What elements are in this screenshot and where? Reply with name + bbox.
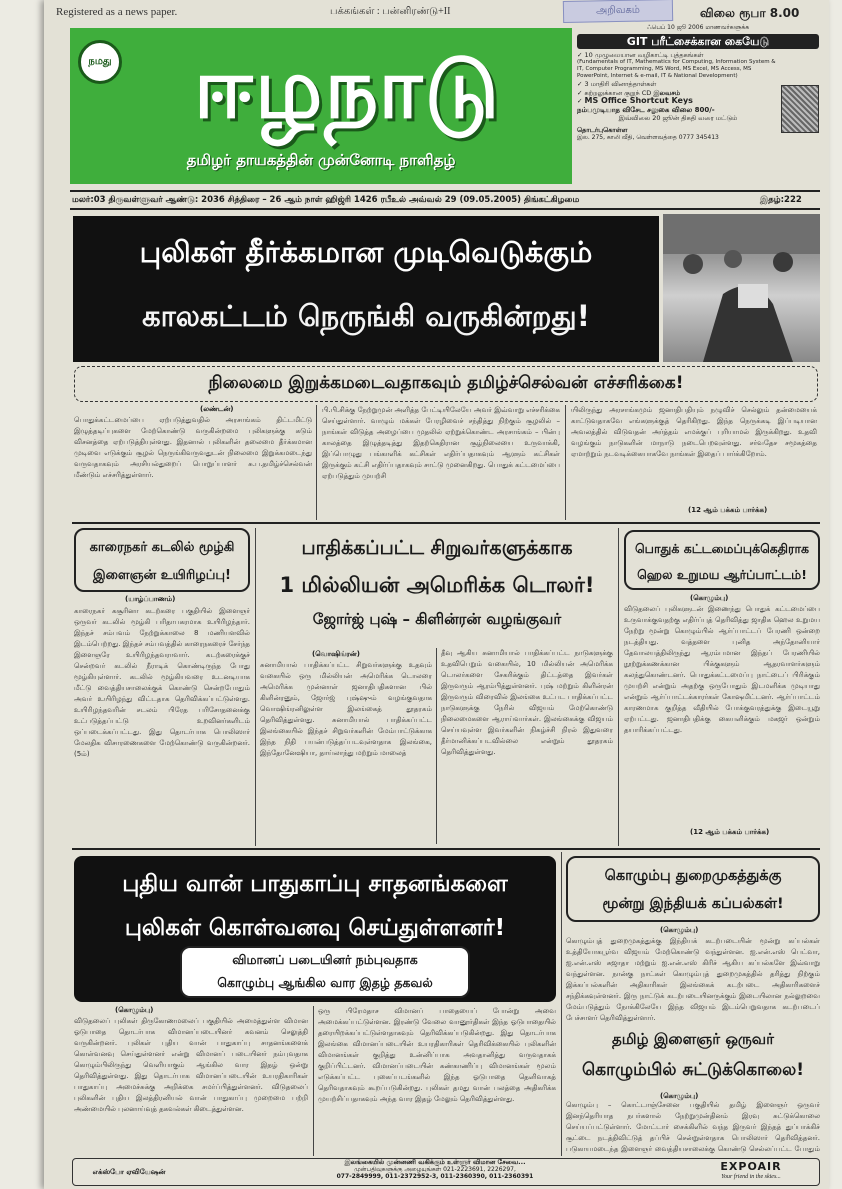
ships-headline-line1: கொழும்பு துறைமுகத்துக்கு xyxy=(604,868,782,884)
git-contact-head: தொடர்புகொள்ள xyxy=(577,125,628,134)
column-divider xyxy=(618,528,619,846)
lead-dateline: (லண்டன்) xyxy=(200,405,234,413)
expo-line3: 077-2849999, 011-2372952-3, 011-2360390, 011-2360391 xyxy=(336,1173,534,1180)
dateline-rule xyxy=(70,208,820,210)
air-defence-column-2: ஒரு பிரேமதாச விமானப் பாதையைப் போன்று அவை அமைக்கப்பட்டுள்ளன. இரண்டு வேலை வானூர்திகள் இந்த ஓடுபாதையில் தரையிறக்கப்பட்டுள்ளதாகவும் தெரிவிக்கப்படுகின்றது. இது தொடர்பாக இலங்கை விமானப்படையின் உயரதிகாரிகள் தெரிவிக்கையில் புலிகளின் விமானங்கள் குறித்து உன்னிப்பாக அவதானித்து வருவதாகக் குறிப்பிட்டனர். விமானப்படையின் கண்காணிப்பு விமானங்கள் மூலம் எடுக்கப்பட்ட புகைப்படங்களில் இந்த ஓடுபாதை தெளிவாகத் தெரிவதாகவும் கூறப்படுகின்றது. புலிகள் தமது வான் பலத்தை அதிகரிக்க முயற்சிப்பதாகவும் அந்த வார இதழ் மேலும் தெரிவித்துள்ளது. xyxy=(318,1007,556,1103)
air-defence-column-1: விடுதலைப் புலிகள் திருகோணமலைப் பகுதியில் அமைத்துள்ள விமான ஓடுபாதை தொடர்பாக விமானப்படையினர் கவனம் செலுத்தி வருகின்றனர். புலிகள் புதிய வான் பாதுகாப்பு சாதனங்களைக் கொள்வனவு செய்துள்ளனர் என்று விமானப் படையினர் நம்புவதாக கொழும்பிலிருந்து வெளியாகும் ஆங்கில வார இதழ் ஒன்று தெரிவித்துள்ளது. இது தொடர்பாக விமானப்படையின் உயரதிகாரிகள் பாதுகாப்பு அமைச்சுக்கு அறிக்கை சமர்ப்பித்துள்ளனர். விடுதலைப் புலிகளின் புதிய இலத்திரனியல் வான் பாதுகாப்பு முறைமை பற்றி அண்மையில் புலனாய்வுத் தகவல்கள் கிடைத்துள்ளன. xyxy=(74,1017,308,1113)
karainagar-headline: காரைநகர் கடலில் மூழ்கி இளைஞன் உயிரிழப்பு! xyxy=(74,528,250,592)
expo-brand-left: எக்ஸ்போ ஏவியேஷன் xyxy=(92,1168,166,1176)
git-validity: இவ்விலை 20 ஜூன் திகதி வரை மட்டும் xyxy=(618,114,738,122)
column-divider xyxy=(436,648,437,844)
git-address: இல. 275, காலி வீதி, வெள்ளவத்தை 0777 345413 xyxy=(577,134,719,141)
expo-email xyxy=(188,1182,189,1183)
check-icon: ✓ xyxy=(577,88,585,97)
expoair-logo-text: EXPOAIR xyxy=(720,1160,782,1173)
git-item-books-detail: (Fundamentals of IT, Mathematics for Computing, Information System & IT, Computer Programming, MS Word, MS Excel, MS Access, MS PowerPoint, Internet & e-mail, IT & National Development) xyxy=(577,59,776,79)
ships-body: கொழும்புத் துறைமுகத்துக்கு இந்தியக் கடற்படையின் மூன்று கப்பல்கள் உத்தியோகபூர்வ விஜயம் மேற்கொண்டு வந்துள்ளன. ஐ.என்.எஸ் பெட்வா, ஐ.என்.எஸ் சுஜாதா மற்றும் ஐ.என்.எஸ் கிரிச் ஆகிய கப்பல்களே இவ்வாறு வந்துள்ளன. நான்கு நாட்கள் கொழும்புத் துறைமுகத்தில் தரித்து நிற்கும் இக்கப்பல்களின் அதிகாரிகள் இலங்கைக் கடற்படை அதிகாரிகளைச் சந்திக்கவுள்ளனர். இரு நாட்டுக் கடற்படையினருக்கும் இடையிலான நல்லுறவை மேம்படுத்தும் நோக்கிலேயே இந்த விஜயம் இடம்பெறுவதாக கடற்படைப் பேச்சாளர் தெரிவித்துள்ளார். xyxy=(566,937,820,1022)
aid-dateline: (வொஷிங்ரன்) xyxy=(312,650,360,658)
git-item-papers-label: 3 மாதிரி வினாத்தாள்கள் xyxy=(584,80,657,88)
git-item-papers xyxy=(577,80,779,89)
check-icon: ✓ xyxy=(577,80,585,88)
lead-column-3: யிலிருந்து அரசாங்கமும் ஜனாதிபதியும் நழுவிச் செல்லும் தன்மையைக் காட்டுவதாகவே எங்களுக்குத் தெரிகிறது. இந்த நெருக்கடி இப்படியான அவலத்தில் விடுவதன் அர்த்தம் எமக்குப் புரியாமல் இருக்கிறது. உதவி வழங்கும் நாடுகளின் மாநாடு நடைபெறவுள்ளது. சர்வதேச சமூகத்தை ஏமாற்றும் நடவடிக்கையாகவே நாங்கள் இதைப் பார்க்கிறோம். xyxy=(571,406,817,458)
expo-line2: முன்பதிவுகளுக்கு அழையுங்கள் 021-2223691, 2226297, xyxy=(354,1166,516,1173)
ships-headline-line2: மூன்று இந்தியக் கப்பல்கள்! xyxy=(602,896,784,912)
ships-headline xyxy=(566,856,820,922)
section-rule xyxy=(72,848,820,850)
git-ad-title: GIT பரீட்சைக்கான கையேடு xyxy=(577,34,819,49)
lead-headline-line2: காலகட்டம் நெருங்கி வருகின்றது! xyxy=(142,299,590,333)
karainagar-dateline: (யாழ்ப்பாணம்) xyxy=(125,595,176,603)
price: விலை ரூபா 8.00 xyxy=(700,6,800,20)
aid-column-2: தீவு ஆகிய சுனாமியால் பாதிக்கப்பட்ட நாடுகளுக்கு உதவிபெறும் வகையில், 10 மில்லியன் அமெரிக்க டொலர்களை சேகரிக்கும் திட்டத்தை இவர்கள் இருவரும் ஆரம்பித்துள்ளனர். புஷ் மற்றும் கிளின்ரன் இருவரும் விரைவில் இலங்கை உட்பட பாதிக்கப்பட்ட நாடுகளுக்கு நேரில் விஜயம் மேற்கொண்டு நிலைமைகளை ஆராய்வார்கள். இலங்கைக்கு விஜயம் செய்யவுள்ள இவர்களின் நிகழ்ச்சி நிரல் இதுவரை தீர்மானிக்கப்படவில்லை என்றும் தூதரகம் தெரிவித்துள்ளது. xyxy=(441,649,613,756)
page-count: பக்கங்கள் : பன்னிரண்டு+II xyxy=(330,6,451,17)
lead-column-2: பி.பி.சிக்கு நேற்றுமுன் அளித்த பேட்டியிலேயே அவர் இவ்வாறு எச்சரிக்கை செய்துள்ளார். வாழும் மக்கள் பேரழிவைச் சந்தித்து நிற்கும் சூழலில் – நாங்கள் விடுத்த அழைப்பை முதலில் ஏற்றுக்கொண்ட அரசாங்கம் – பின்பு காலத்தை இழுத்தடித்து இதற்கெதிரான சூழ்நிலையை உருவாக்கி, இப்பொழுது பங்காளிக் கட்சிகள் எதிர்ப்பதாகவும் ஆளும் கட்சிகள் இருக்கும் கட்சி எதிர்ப்பதாகவும் சாட்டு முனைகிறது. பொதுக் கட்டமைப்பை ஏற்படுத்தும் முயற்சி xyxy=(322,406,560,480)
murder-headline-line2: கொழும்பில் சுட்டுக்கொலை! xyxy=(582,1060,804,1080)
karainagar-body: காரைநகர் கசூரினா கடற்கரை பகுதியில் இளைஞர் ஒருவர் கடலில் மூழ்கி பரிதாபகரமாக உயிரிழந்தார். இந்தச் சம்பவம் நேற்றுக்காலை 8 மணியளவில் இடம்பெற்றது. இந்தச் சம்பவத்தில் காரைநகரைச் சேர்ந்த இளைஞரே உயிரிழந்தவராவார். கடற்கரைக்குச் சென்றவர் கடலில் நீராடிக் கொண்டிருந்த போது மூழ்கியுள்ளார். கடலில் மூழ்கியவரை உடனடியாக மீட்டு வைத்தியசாலைக்குக் கொண்டு சென்றபோதும் அவர் உயிரிழந்து விட்டதாக தெரிவிக்கப்பட்டுள்ளது. உயிரிழந்தவரின் சடலம் பிரேத பரிசோதனைக்கு உட்படுத்தப்பட்டு உறவினர்களிடம் ஒப்படைக்கப்பட்டது. இது தொடர்பாக பொலிஸார் மேலதிக விசாரணைகளை மேற்கொண்டு வருகின்றனர். (5ம்) xyxy=(74,607,250,758)
lead-headline-block xyxy=(73,216,659,362)
aid-column-1: சுனாமியால் பாதிக்கப்பட்ட சிறுவர்களுக்கு உதவும் வகையில் ஒரு மில்லியன் அமெரிக்க டொலரை அமெரிக்க முன்னாள் ஜனாதிபதிகளான பில் கிளின்ரனும், ஜோர்ஜ் புஷ்ஷும் வழங்குவதாக வொஷிங்ரனிலுள்ள இலங்கைத் தூதரகம் தெரிவித்துள்ளது. சுனாமியால் பாதிக்கப்பட்ட இலங்கையில் இந்தச் சிறுவர்களின் மேம்பாட்டுக்காக இந்த நிதி பயன்படுத்தப்படவுள்ளதாக இலங்கை, இந்தோனேஷியா, தாய்லாந்து மற்றும் மாலைத் xyxy=(260,661,432,757)
git-item-books-label: 10 முழுமையான வழிகாட்டி புத்தகங்கள் xyxy=(584,50,704,59)
expo-line1: இலங்கையில் முன்னணி வகிக்கும் உள்ளூர் விமான சேவை... xyxy=(344,1159,526,1166)
section-rule xyxy=(72,522,820,524)
air-defence-subhead xyxy=(180,946,470,998)
check-icon: ✓ xyxy=(577,50,585,59)
lead-continued: (12 ஆம் பக்கம் பார்க்க) xyxy=(688,506,768,514)
git-item-books xyxy=(577,51,779,60)
aid-headline-block xyxy=(260,530,614,642)
masthead-prefix: நமது xyxy=(78,40,122,84)
free-tag: இலவசம் xyxy=(653,88,681,97)
column-divider xyxy=(313,1006,314,1156)
protest-dateline: (கொழும்பு) xyxy=(690,594,729,602)
air-defence-dateline: (கொழும்பு) xyxy=(115,1006,154,1014)
masthead-title: ஈழநாடு xyxy=(193,39,502,137)
library-stamp: அறிவகம் xyxy=(563,0,673,23)
protest-headline: பொதுக் கட்டமைப்புக்கெதிராக ஹெல உறுமய ஆர்ப்பாட்டம்! xyxy=(624,530,820,590)
crowd-photo-icon xyxy=(663,214,820,362)
expo-ad-text xyxy=(185,1159,685,1186)
expoair-logo xyxy=(685,1159,817,1186)
column-divider xyxy=(565,405,566,520)
masthead xyxy=(70,28,572,184)
protest-body: விடுதலைப் புலிகளுடன் இணைந்து பொதுக் கட்டமைப்பை உருவாக்குவதற்கு எதிர்ப்புத் தெரிவித்து ஜாதிக ஹெல உறுமய நேற்று மூன்று கொழும்பில் ஆர்ப்பாட்டப் பேரணி ஒன்றை நடத்தியது. வத்தளை புனித அந்தோனியார் தேவாலயத்திலிருந்து ஆரம்பமான இந்தப் பேரணியில் நூற்றுக்கணக்கான பிக்குகளும் ஆதரவாளர்களும் கலந்துகொண்டனர். பொதுக்கட்டமைப்பு நாட்டைப் பிரிக்கும் முயற்சி என்றும் அதற்கு ஒருபோதும் இடமளிக்க முடியாது என்றும் ஆர்ப்பாட்டக்காரர்கள் கோஷமிட்டனர். ஆர்ப்பாட்டம் காரணமாக குறித்த வீதியில் போக்குவரத்துக்கு இடையூறு ஏற்பட்டது. ஜனாதிபதிக்கு கையளிக்கும் மகஜர் ஒன்றும் தயாரிக்கப்பட்டது. xyxy=(624,605,820,734)
git-guide-ad xyxy=(577,24,819,188)
issue-dateline: மலர்:03 திருவள்ளுவர் ஆண்டு: 2036 சித்திரை – 26 ஆம் நாள் ஹிஜ்ரி 1426 ரபீஉல் அவ்வல் 29 (09.05.2005) திங்கட்கிழமை xyxy=(72,195,580,205)
lead-subhead: நிலைமை இறுக்கமடைவதாகவும் தமிழ்ச்செல்வன் எச்சரிக்கை! xyxy=(74,366,818,402)
aid-headline-line1: பாதிக்கப்பட்ட சிறுவர்களுக்காக xyxy=(301,537,573,559)
git-item-cd-label: கற்றலுக்கான குறுந் CD xyxy=(584,88,652,97)
masthead-tagline: தமிழர் தாயகத்தின் முன்னோடி நாளிதழ் xyxy=(186,151,456,169)
murder-dateline: (கொழும்பு) xyxy=(660,1092,699,1100)
expoair-ad xyxy=(72,1158,820,1186)
expoair-slogan: Your friend in the skies... xyxy=(721,1174,781,1180)
column-divider xyxy=(561,852,562,1156)
git-price-line: நம்பமுடியாத விசேட சலுகை விலை 800/- xyxy=(577,105,715,114)
git-item-shortcuts xyxy=(577,97,779,106)
git-item-shortcuts-label: MS Office Shortcut Keys xyxy=(584,96,693,105)
registration-note: Registered as a news paper. xyxy=(56,6,178,18)
aid-headline-line2: 1 மில்லியன் அமெரிக்க டொலர்! xyxy=(279,573,595,597)
top-rule xyxy=(70,190,820,192)
ships-dateline: (கொழும்பு) xyxy=(660,926,699,934)
murder-body: கொழும்பு – கொட்டாஞ்சேனை பகுதியில் தமிழ் இளைஞர் ஒருவர் இனந்தெரியாத நபர்களால் நேற்றுமுன்தினம் இரவு சுட்டுக்கொலை செய்யப்பட்டுள்ளார். மோட்டார் சைக்கிளில் வந்த இருவர் இந்தத் துப்பாக்கிச் சூட்டை நடத்திவிட்டுத் தப்பிச் சென்றுள்ளதாக பொலிஸார் தெரிவித்தனர். படுகாயமடைந்த இளைஞர் வைத்தியசாலைக்கு கொண்டு செல்லப்பட்ட போதும் xyxy=(566,1101,820,1153)
lead-column-1: பொதுக்கட்டமைப்பை ஏற்படுத்துவதில் அரசாங்கம் திட்டமிட்டு இழுத்தடிப்புகளை மேற்கொண்டு வருகின்றமை புலிகளுக்கு கடும் விசனத்தை ஏற்படுத்தியுள்ளது. இதனால் புலிகளின் தலைமை தீர்க்கமான முடிவை எடுக்கும் சூழல் நெருங்கிவருவதுடன் நிலைமை இறுக்கமடைந்து வருவதாகவும் அரசியல்துறைப் பொறுப்பாளர் சு.ப.தமிழ்ச்செல்வன் மீண்டும் எச்சரித்துள்ளார். xyxy=(74,416,312,479)
git-date-note: ஃபெப் 10 ஜூ 2006 மாணவர்களுக்க xyxy=(646,24,750,31)
lead-photo xyxy=(663,214,820,362)
protest-continued: (12 ஆம் பக்கம் பார்க்க) xyxy=(690,828,770,836)
murder-headline xyxy=(566,1024,820,1090)
check-icon: ✓ xyxy=(577,97,585,105)
aid-subhead: ஜோர்ஜ் புஷ் – கிளின்ரன் வழங்குவர் xyxy=(312,610,562,628)
column-divider xyxy=(255,528,256,846)
book-image xyxy=(781,85,819,133)
air-defence-subhead-line2: கொழும்பு ஆங்கில வார இதழ் தகவல் xyxy=(217,975,433,990)
lead-headline-line1: புலிகள் தீர்க்கமான முடிவெடுக்கும் xyxy=(139,235,593,269)
air-defence-subhead-line1: விமானப் படையினர் நம்புவதாக xyxy=(232,952,418,967)
air-defence-headline-line1: புதிய வான் பாதுகாப்பு சாதனங்களை xyxy=(122,871,508,897)
murder-headline-line1: தமிழ் இளைஞர் ஒருவர் xyxy=(612,1030,774,1048)
issue-number: இதழ்:222 xyxy=(760,195,802,205)
column-divider xyxy=(316,405,317,520)
air-defence-headline-line2: புலிகள் கொள்வனவு செய்துள்ளனர்! xyxy=(124,915,506,941)
